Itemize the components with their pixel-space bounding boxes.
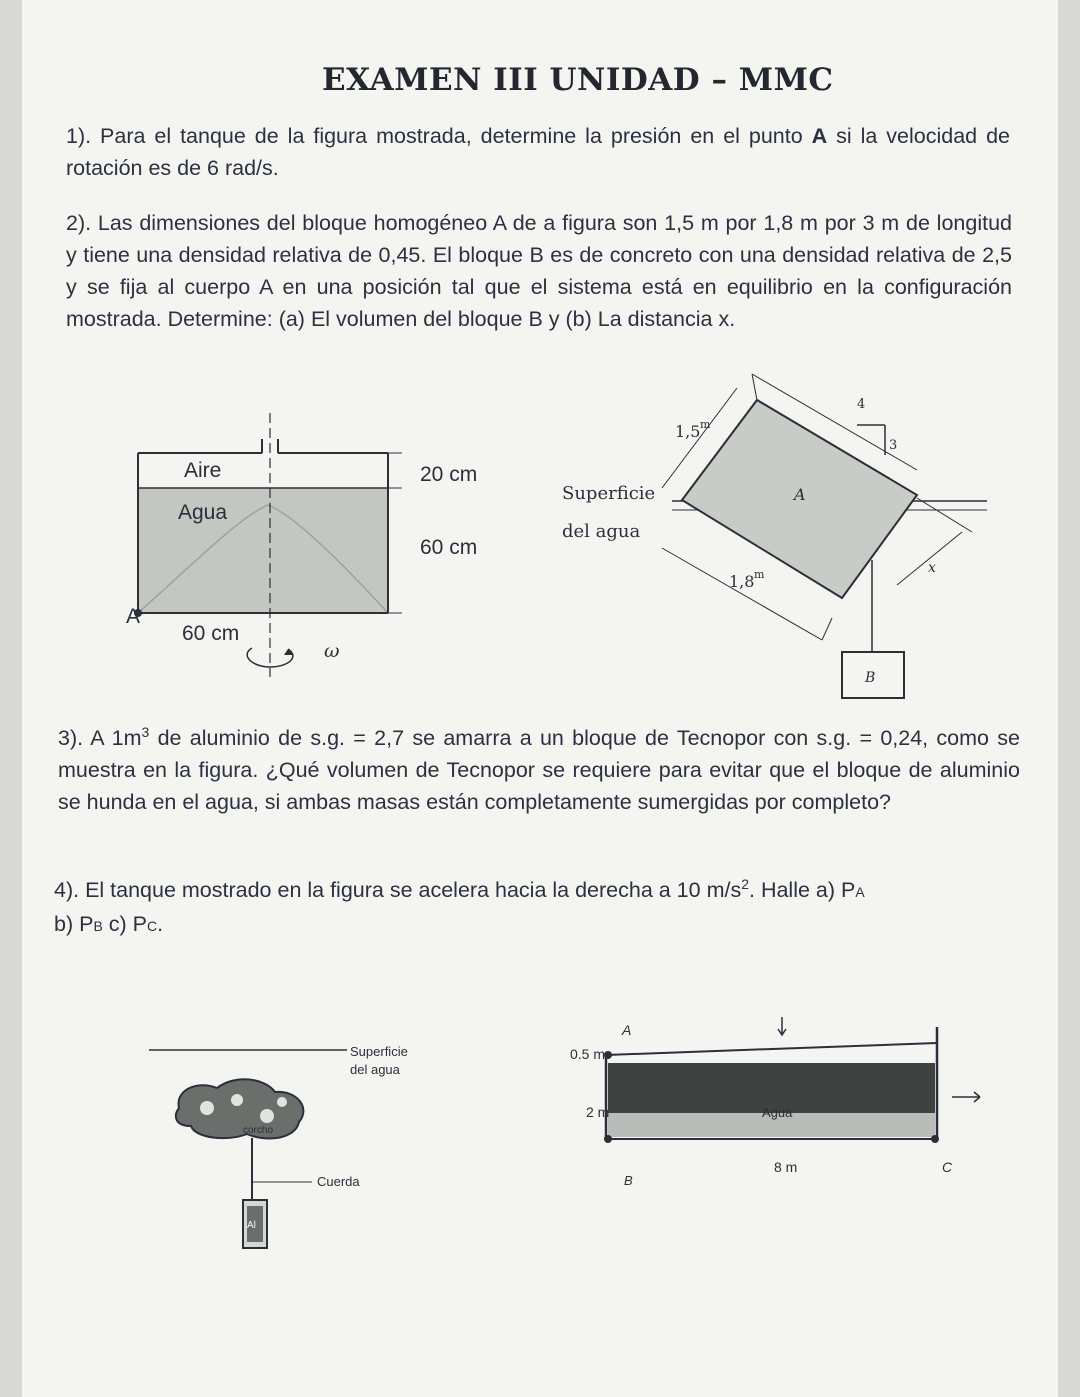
question-4-sub-a: A	[855, 884, 865, 901]
label-dim-60cm-side: 60 cm	[420, 536, 478, 559]
label-dim-0-5m: 0.5 m	[570, 1046, 606, 1062]
question-3	[58, 716, 1020, 818]
figure-foam-aluminum	[147, 1030, 477, 1260]
label-dim-1-5: 1,5	[675, 422, 701, 441]
label-aluminum: Al	[247, 1220, 256, 1231]
question-4-text-b: . Halle a) P	[749, 878, 856, 903]
question-4-text-d: c) P	[102, 912, 147, 937]
label-omega: ω	[324, 640, 340, 662]
foam-aluminum-drawing	[149, 1050, 347, 1248]
dim-ext-x	[917, 498, 972, 532]
label-liquid: Agua	[762, 1105, 793, 1120]
label-dim-8m: 8 m	[774, 1159, 798, 1175]
foam-spot-2	[231, 1094, 243, 1106]
label-x: x	[928, 560, 936, 576]
label-point-b: B	[624, 1173, 633, 1188]
question-4-text-e: .	[157, 912, 164, 937]
foam-spot-1	[200, 1101, 214, 1115]
dim-ext-top	[752, 374, 757, 400]
label-block-a: A	[794, 485, 806, 504]
label-slope-run: 4	[857, 397, 866, 412]
label-dim-2m: 2 m	[586, 1104, 610, 1120]
figure-rotating-tank	[102, 405, 502, 695]
label-surface-1: Superficie	[562, 483, 656, 504]
question-4-sub-c: C	[146, 918, 158, 935]
question-4-sup: 2	[741, 876, 749, 892]
question-4-text-c: b) P	[54, 912, 94, 937]
label-dim-60cm-bottom: 60 cm	[182, 622, 240, 645]
label-block-b: B	[865, 670, 876, 686]
question-3-sup: 3	[141, 724, 150, 740]
point-b-marker	[604, 1135, 612, 1143]
label-foam: corcho	[243, 1125, 274, 1136]
label-dim-1-8: 1,8	[729, 572, 755, 591]
rotating-tank-drawing	[134, 413, 402, 677]
question-1-text-after: si la velocidad de rotación es de 6 rad/s.	[66, 124, 1010, 180]
question-1-text-before: 1). Para el tanque de la figura mostrada, determine la presión en el punto	[66, 124, 812, 148]
exam-sheet	[22, 0, 1058, 1397]
figure-accelerating-tank	[542, 1015, 1042, 1205]
label-surface-2: del agua	[562, 521, 641, 542]
label-point-a: A	[622, 1022, 632, 1038]
floating-block-drawing	[662, 374, 987, 698]
label-agua: Agua	[178, 501, 228, 524]
question-1	[66, 120, 1010, 184]
question-2: 2). Las dimensiones del bloque homogéneo A de a figura son 1,5 m por 1,8 m por 3 m de longitud y tiene una densidad relativa de 0,45. El bloque B es de concreto con una densidad relativa de 2,5 y se fija al cuerpo A en una posición tal que el sistema está en equilibrio en la configuración mostrada. Determine: (a) El volumen del bloque B y (b) La distancia x.	[66, 211, 1012, 331]
question-4-sub-b: B	[93, 918, 103, 935]
accelerating-tank-drawing	[604, 1017, 980, 1143]
label-dim-20cm: 20 cm	[420, 463, 478, 486]
point-c-marker	[931, 1135, 939, 1143]
question-1-point: A	[811, 124, 828, 148]
question-4	[54, 868, 1022, 942]
label-slope-rise: 3	[889, 438, 898, 453]
label-dim-1-8-unit: m	[754, 568, 765, 581]
foam-spot-4	[277, 1097, 287, 1107]
label-rope: Cuerda	[317, 1174, 360, 1189]
question-3-text-b: de aluminio de s.g. = 2,7 se amarra a un bloque de Tecnopor con s.g. = 0,24, como se muestra en la figura. ¿Qué volumen de Tecnopor se requiere para evitar que el bloque de aluminio se hunda en el agua, si ambas masas están completamente sumergidas por completo?	[58, 726, 1020, 815]
figure-floating-block	[532, 360, 1002, 710]
page-title: EXAMEN III UNIDAD – MMC	[322, 62, 834, 98]
question-4-text-a: 4). El tanque mostrado en la figura se acelera hacia la derecha a 10 m/s	[54, 878, 742, 903]
dim-line-x	[897, 532, 962, 585]
label-dim-1-5-unit: m	[700, 418, 711, 431]
label-point-c: C	[942, 1159, 953, 1175]
gravity-arrow	[778, 1017, 786, 1035]
point-a-marker	[604, 1051, 612, 1059]
label-surface-2: del agua	[350, 1062, 400, 1077]
foam-spot-3	[260, 1109, 274, 1123]
foam-block-shape	[176, 1079, 304, 1138]
dim-ext-bottom	[822, 618, 832, 640]
tank-top-line	[606, 1043, 937, 1055]
question-3-text-a: 3). A 1m	[58, 726, 142, 751]
label-point-a: A	[126, 605, 141, 628]
label-surface-1: Superficie	[350, 1044, 408, 1059]
label-aire: Aire	[184, 459, 222, 482]
